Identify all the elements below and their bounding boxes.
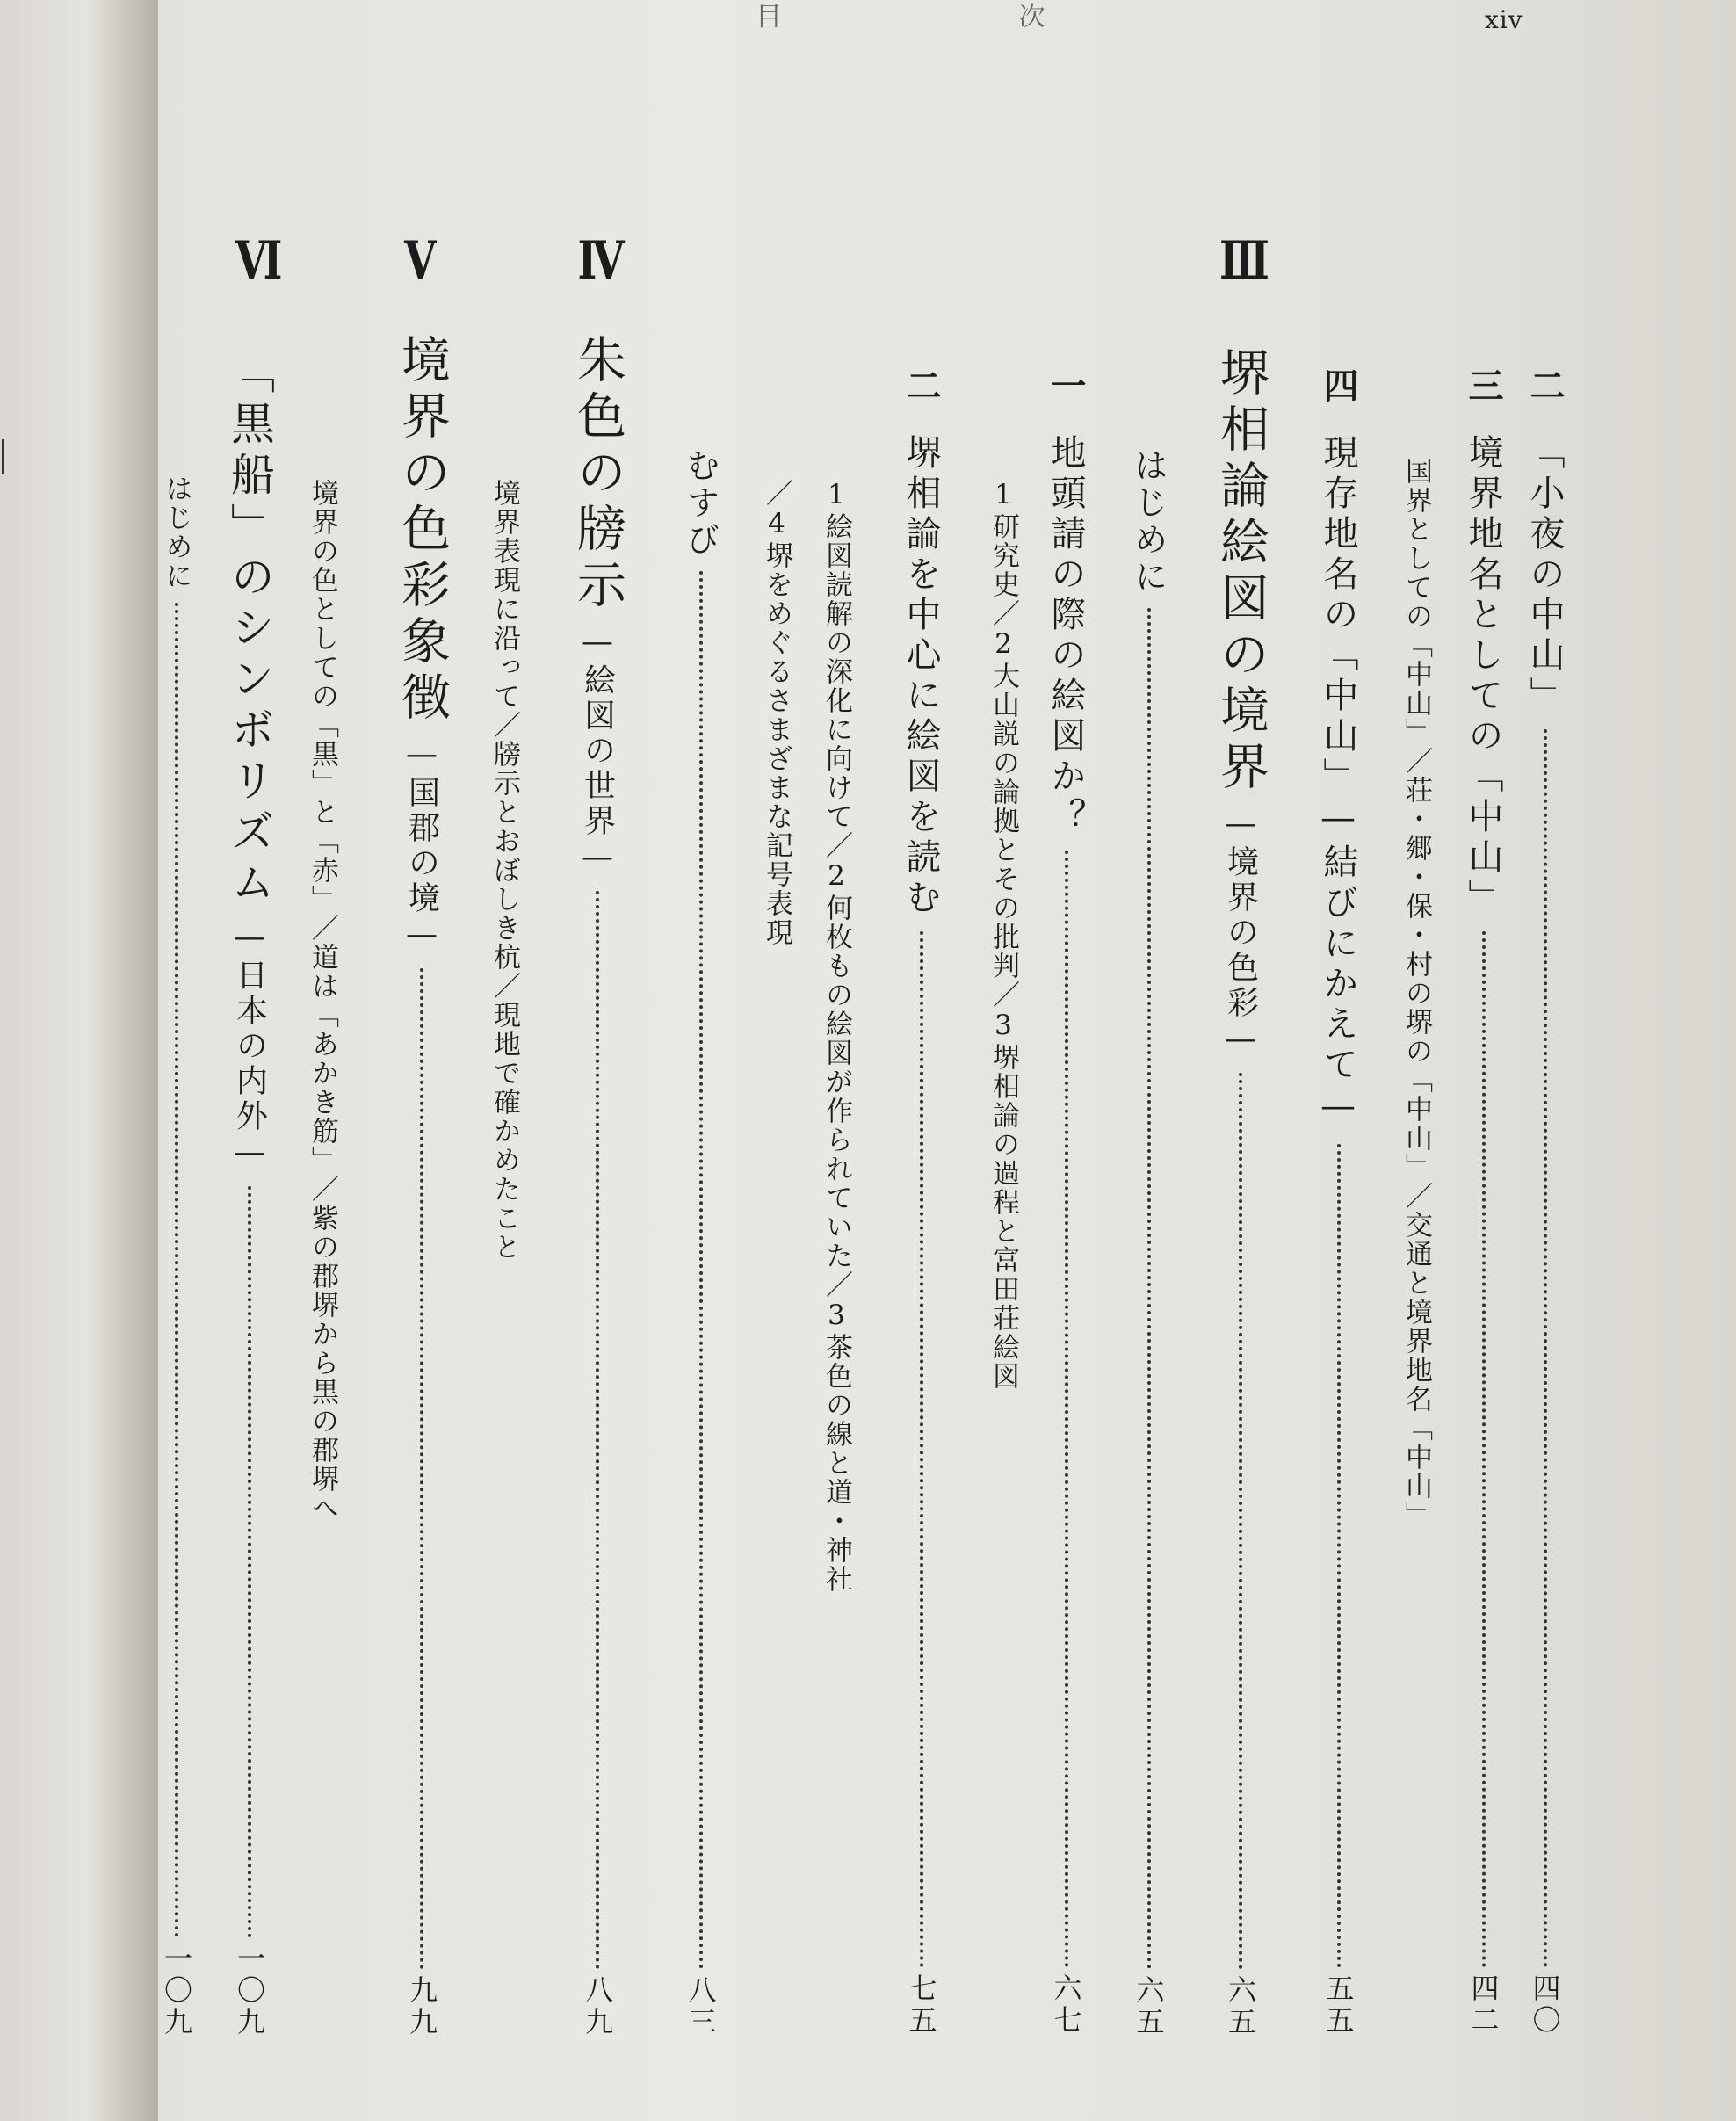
entry-title: 現存地名の「中山」 (1318, 434, 1358, 798)
entry-title: 地頭請の際の絵図か？ (1045, 434, 1086, 838)
entry-number: 二 (901, 367, 942, 408)
chapter-subtitle: —境界の色彩— (1222, 806, 1259, 1060)
dot-leader (1239, 1073, 1242, 1970)
entry-title: むすび (681, 448, 720, 559)
chapter-subtitle: —日本の内外— (231, 919, 268, 1174)
running-header: 目 次 (756, 2, 1160, 33)
page-number: 七五 (904, 1973, 938, 2037)
dot-leader (1544, 729, 1547, 1968)
toc-subtopics (303, 479, 343, 1955)
chapter-title: 「黒船」のシンボリズム (224, 350, 275, 910)
toc-entry-jitouuke (1041, 367, 1091, 2037)
toc-chapter-4 (562, 334, 633, 2038)
dot-leader (699, 571, 703, 1970)
page-number: 五五 (1321, 1973, 1356, 2037)
dot-leader (248, 1186, 251, 1938)
page-folio: xiv (1485, 5, 1523, 34)
toc-subtopics (485, 479, 524, 1533)
dot-leader (920, 931, 923, 1968)
dot-leader (1482, 931, 1486, 1968)
subtopic-text: 境界の色としての「黒」と「赤」／道は「あかき筋」／紫の郡堺から黒の郡堺へ (307, 479, 338, 1523)
entry-title: 堺相論を中心に絵図を読む (901, 434, 941, 919)
chapter-number-5: Ⅴ (404, 230, 437, 292)
chapter-subtitle: —国郡の境— (403, 736, 440, 956)
subtopic-text: ／4堺をめぐるさまざまな記号表現 (761, 479, 792, 947)
chapter-subtitle: —絵図の世界— (579, 624, 616, 879)
page-number: 四二 (1466, 1973, 1501, 2037)
toc-entry-sayo-nakayama (1520, 367, 1570, 2037)
subtopic-text: 1研究史／2大山説の論拠とその批判／3堺相論の過程と富田荘絵図 (987, 479, 1019, 1391)
entry-number: 一 (1045, 367, 1087, 408)
entry-title: 「小夜の中山」 (1524, 434, 1565, 717)
toc-entry-existing-placename (1313, 367, 1363, 2037)
toc-chapter-3 (1205, 347, 1276, 2038)
entry-title: 境界地名としての「中山」 (1463, 434, 1503, 919)
toc-subtopics (984, 479, 1024, 1929)
dot-leader (1065, 851, 1068, 1968)
chapter-number-6: Ⅵ (235, 230, 283, 292)
page-number: 六五 (1132, 1975, 1166, 2038)
chapter-title: 堺相論絵図の境界 (1212, 347, 1269, 797)
chapter-number-3: Ⅲ (1219, 230, 1270, 292)
chapter-number-4: Ⅳ (577, 230, 625, 292)
toc-entry-introduction (1125, 448, 1173, 2038)
page-number: 四〇 (1528, 1973, 1562, 2037)
page-number: 八九 (581, 1975, 614, 2038)
book-gutter (0, 0, 158, 2121)
toc-entry-introduction-6 (156, 474, 197, 2038)
toc-entry-reading-maps (896, 367, 946, 2037)
gutter-mark (2, 439, 13, 474)
dot-leader (1147, 608, 1151, 1970)
dot-leader (175, 603, 178, 1938)
toc-subtopics (1397, 457, 1436, 1968)
page-number: 六七 (1049, 1973, 1083, 2037)
page-number: 一〇九 (233, 1944, 266, 2038)
entry-subtitle: —結びにかえて— (1318, 798, 1358, 1132)
page-number: 八三 (684, 1975, 718, 2038)
page-number: 六五 (1224, 1975, 1257, 2038)
entry-number: 四 (1318, 367, 1359, 408)
toc-subtopics (817, 479, 857, 1937)
entry-number: 三 (1463, 367, 1504, 408)
toc-entry-conclusion (676, 448, 725, 2038)
toc-entry-boundary-placename (1458, 367, 1508, 2037)
dot-leader (596, 891, 599, 1970)
page-number: 一〇九 (160, 1944, 193, 2038)
chapter-title: 境界の色彩象徴 (394, 334, 451, 728)
dot-leader (420, 968, 423, 1970)
subtopic-text: 境界表現に沿って／牓示とおぼしき杭／現地で確かめたこと (488, 479, 520, 1262)
subtopic-text: 国界としての「中山」／荘・郷・保・村の堺の「中山」／交通と境界地名「中山」 (1400, 457, 1432, 1530)
dot-leader (1337, 1144, 1341, 1968)
toc-subtopics (757, 479, 797, 1357)
subtopic-text: 1絵図読解の深化に向けて／2何枚もの絵図が作られていた／3茶色の線と道・神社 (821, 479, 852, 1594)
page-number: 九九 (405, 1975, 438, 2038)
entry-title: はじめに (1129, 448, 1168, 596)
entry-number: 二 (1524, 367, 1566, 408)
chapter-title: 朱色の牓示 (569, 334, 626, 615)
toc-chapter-6 (218, 350, 281, 2038)
entry-title: はじめに (160, 474, 192, 590)
toc-chapter-5 (387, 334, 457, 2038)
